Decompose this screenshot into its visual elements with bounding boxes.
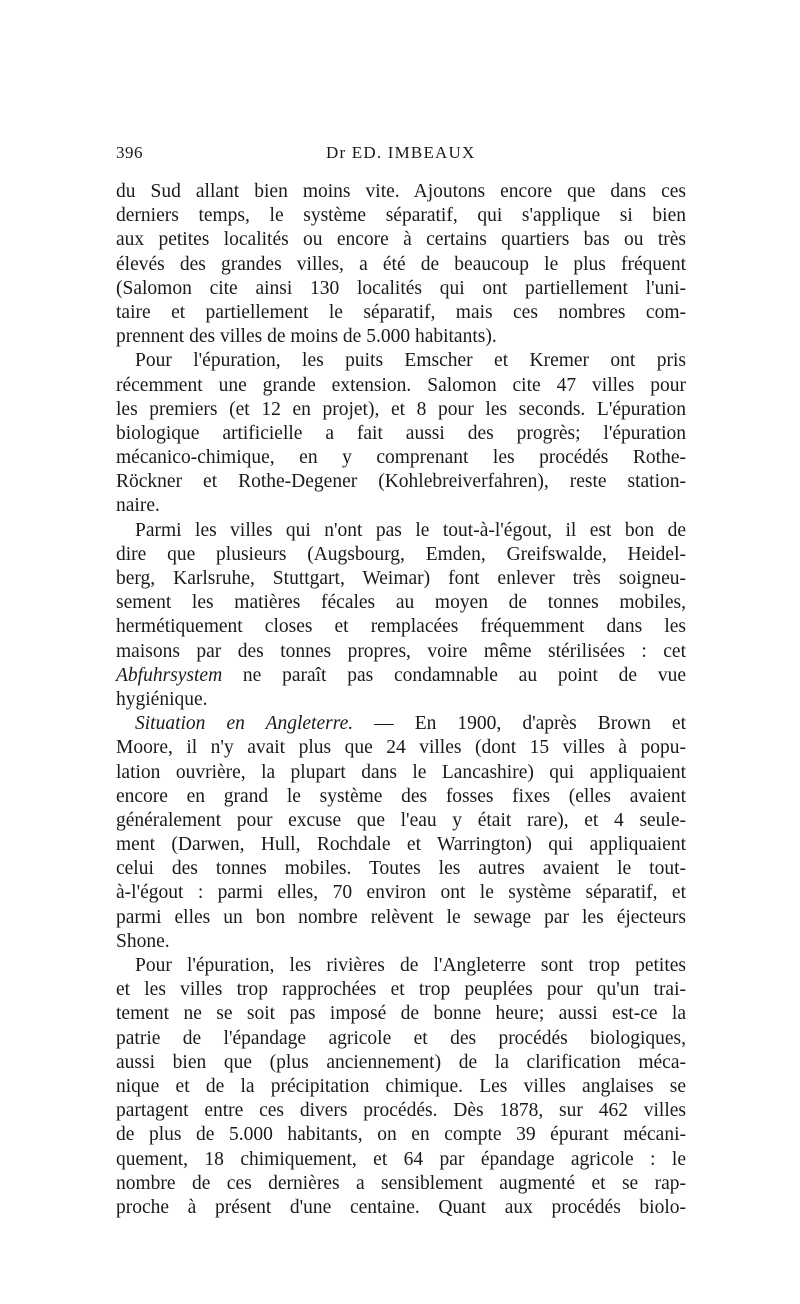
text-line: mécanico-chimique, en y comprenant les procédés Rothe-: [116, 447, 686, 469]
text-line: Pour l'épuration, les puits Emscher et Kremer ont pris: [135, 350, 686, 372]
text-line: et les villes trop rapprochées et trop peuplées pour qu'un trai-: [116, 979, 686, 1001]
text-line: maisons par des tonnes propres, voire même stérilisées : cet: [116, 640, 686, 662]
text-line: Moore, il n'y avait plus que 24 villes (dont 15 villes à popu-: [116, 737, 686, 759]
text-line: du Sud allant bien moins vite. Ajoutons encore que dans ces: [116, 181, 686, 202]
page-number: 396: [116, 143, 143, 162]
text-line: partagent entre ces divers procédés. Dès 1878, sur 462 villes: [116, 1100, 686, 1122]
text-line: celui des tonnes mobiles. Toutes les autres avaient le tout-: [116, 858, 686, 880]
text-line-with-italic: [116, 664, 686, 688]
text-line: aussi bien que (plus anciennement) de la clarification méca-: [116, 1051, 686, 1073]
text-line: prennent des villes de moins de 5.000 habitants).: [116, 326, 497, 348]
text-line: récemment une grande extension. Salomon cite 47 villes pour: [116, 374, 686, 396]
text-line: à-l'égout : parmi elles, 70 environ ont le système séparatif, et: [116, 882, 686, 904]
text-line: de plus de 5.000 habitants, on en compte 39 épurant mécani-: [116, 1124, 686, 1146]
text-line: ment (Darwen, Hull, Rochdale et Warrington) qui appliquaient: [116, 834, 686, 856]
text-line: généralement pour excuse que l'eau y était rare), et 4 seule-: [116, 809, 686, 831]
text-line: dire que plusieurs (Augsbourg, Emden, Greifswalde, Heidel-: [116, 543, 686, 565]
text-fragment: ne paraît pas condamnable au point de vue: [222, 664, 686, 686]
text-line: Shone.: [116, 930, 170, 952]
text-line: biologique artificielle a fait aussi des progrès; l'épuration: [116, 422, 686, 444]
text-line: lation ouvrière, la plupart dans le Lancashire) qui appliquaient: [116, 761, 686, 783]
section-heading-line: [116, 712, 686, 736]
text-line: naire.: [116, 495, 160, 517]
text-line: taire et partiellement le séparatif, mais ces nombres com-: [116, 301, 686, 323]
text-line: quement, 18 chimiquement, et 64 par épandage agricole : le: [116, 1148, 686, 1170]
text-line: élevés des grandes villes, a été de beaucoup le plus fréquent: [116, 253, 686, 275]
text-line: hermétiquement closes et remplacées fréquemment dans les: [116, 616, 686, 638]
text-line: aux petites localités ou encore à certains quartiers bas ou très: [116, 229, 686, 251]
section-heading: Situation en Angleterre.: [135, 713, 354, 735]
running-head: Dr ED. IMBEAUX: [326, 143, 476, 162]
text-line: parmi elles un bon nombre relèvent le sewage par les éjecteurs: [116, 906, 686, 928]
text-line: tement ne se soit pas imposé de bonne heure; aussi est-ce la: [116, 1003, 686, 1025]
text-line: derniers temps, le système séparatif, qui s'applique si bien: [116, 205, 686, 227]
body-text: [116, 180, 686, 1220]
text-line: Pour l'épuration, les rivières de l'Angleterre sont trop petites: [135, 955, 686, 976]
text-line: les premiers (et 12 en projet), et 8 pour les seconds. L'épuration: [116, 398, 686, 420]
text-line: sement les matières fécales au moyen de tonnes mobiles,: [116, 592, 686, 614]
italic-term: Abfuhrsystem: [116, 664, 223, 686]
text-line: berg, Karlsruhe, Stuttgart, Weimar) font enlever très soigneu-: [116, 568, 686, 589]
text-line: patrie de l'épandage agricole et des procédés biologiques,: [116, 1027, 686, 1049]
text-line: Parmi les villes qui n'ont pas le tout-à-l'égout, il est bon de: [135, 519, 686, 541]
text-line: encore en grand le système des fosses fixes (elles avaient: [116, 785, 686, 807]
text-line: hygiénique.: [116, 688, 208, 710]
text-line: Röckner et Rothe-Degener (Kohlebreiverfahren), reste station-: [116, 471, 686, 493]
page-header: [116, 143, 686, 169]
text-line: nique et de la précipitation chimique. Les villes anglaises se: [116, 1075, 686, 1097]
text-line: nombre de ces dernières a sensiblement augmenté et se rap-: [116, 1172, 686, 1194]
text-line: proche à présent d'une centaine. Quant aux procédés biolo-: [116, 1196, 686, 1218]
text-line: (Salomon cite ainsi 130 localités qui ont partiellement l'uni-: [116, 277, 686, 299]
text-fragment: — En 1900, d'après Brown et: [353, 713, 686, 735]
